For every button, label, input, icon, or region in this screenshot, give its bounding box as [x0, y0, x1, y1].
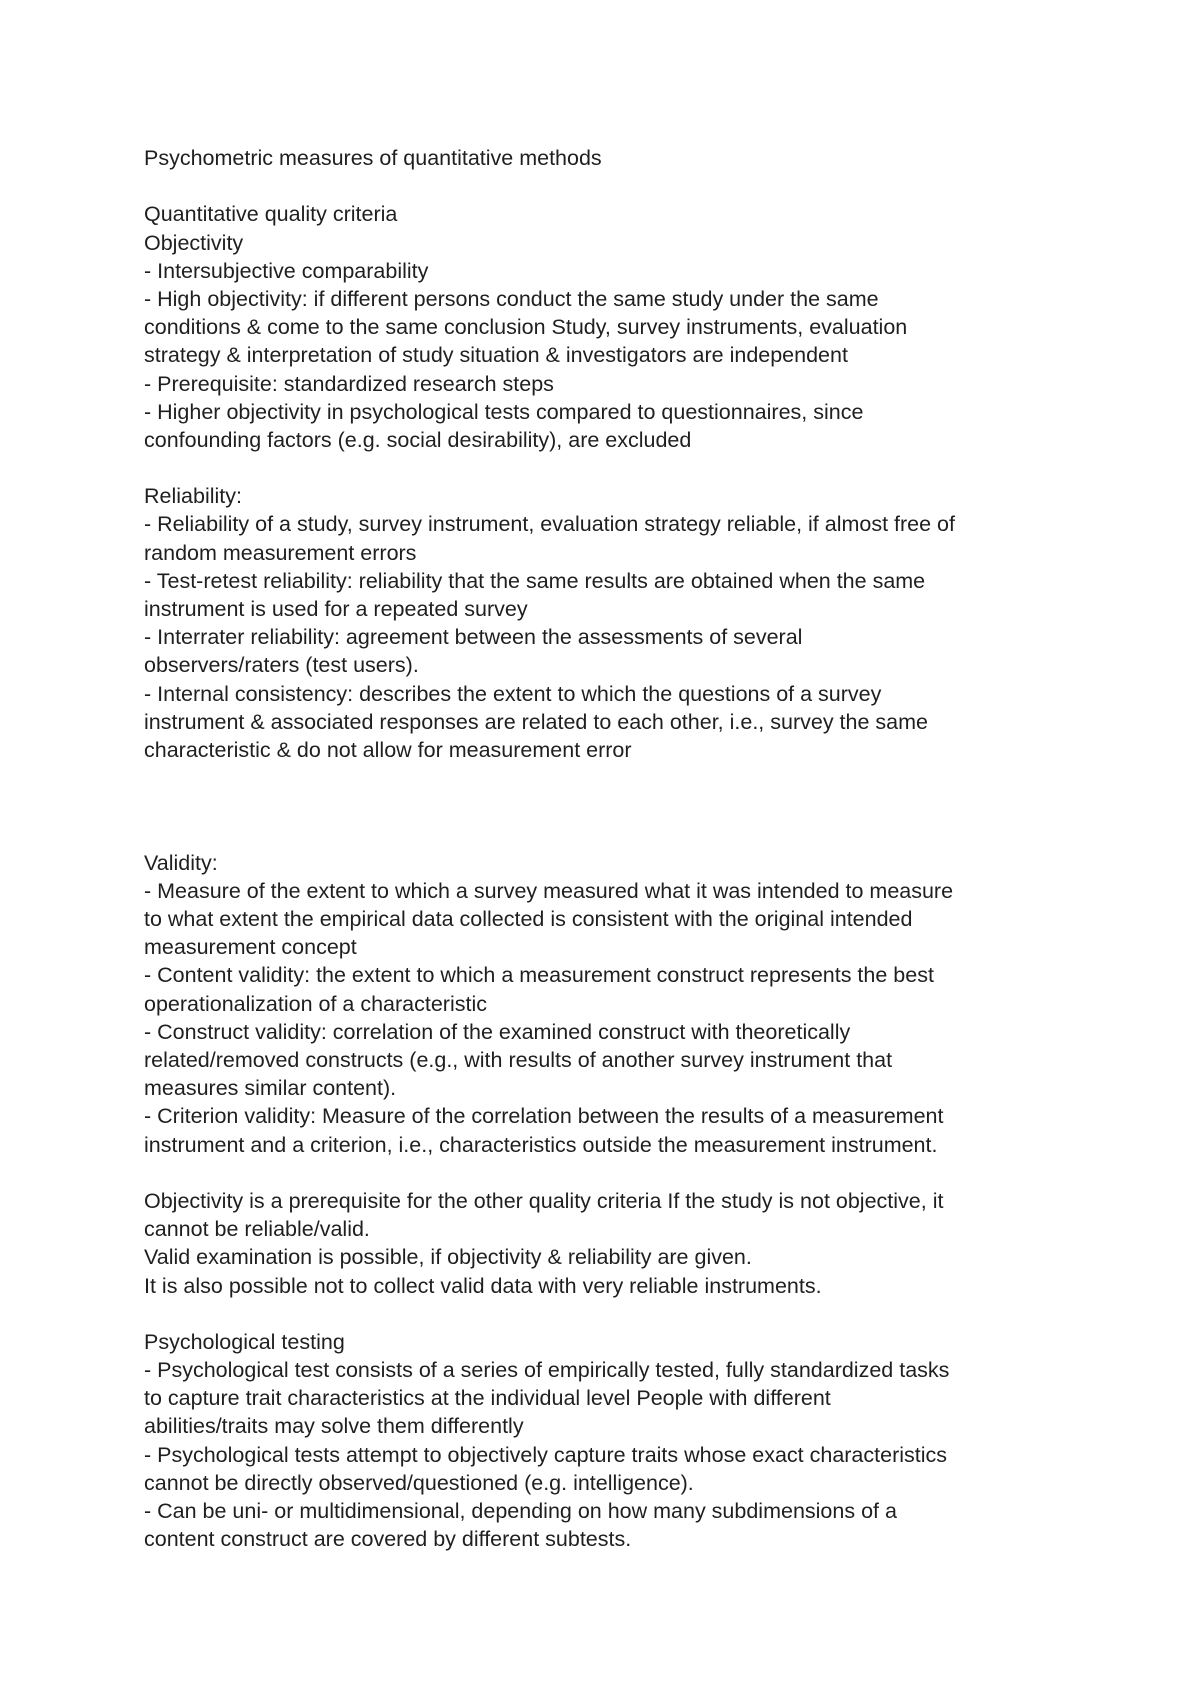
body-line: - Interrater reliability: agreement between the assessments of several [144, 625, 803, 650]
body-line: observers/raters (test users). [144, 653, 419, 678]
body-line: Objectivity is a prerequisite for the other quality criteria If the study is not objective, it [144, 1188, 944, 1213]
spacer [144, 172, 1074, 200]
document-title: Psychometric measures of quantitative methods [144, 146, 602, 170]
section-objectivity [144, 200, 1074, 454]
body-line: - Internal consistency: describes the extent to which the questions of a survey [144, 681, 882, 706]
body-line: - Intersubjective comparability [144, 258, 429, 283]
body-line: - Measure of the extent to which a survey measured what it was intended to measure [144, 878, 954, 903]
body-line: strategy & interpretation of study situation & investigators are independent [144, 343, 848, 368]
body-line: operationalization of a characteristic [144, 991, 487, 1016]
section-summary [144, 1187, 1074, 1300]
body-line: related/removed constructs (e.g., with results of another survey instrument that [144, 1048, 893, 1072]
body-line: - Content validity: the extent to which a measurement construct represents the best [144, 963, 934, 988]
body-line: instrument and a criterion, i.e., characteristics outside the measurement instrument. [144, 1132, 938, 1157]
body-line: cannot be directly observed/questioned (e.g. intelligence). [144, 1470, 694, 1495]
spacer [144, 1300, 1074, 1328]
section-validity [144, 849, 1074, 1159]
body-line: It is also possible not to collect valid data with very reliable instruments. [144, 1273, 822, 1298]
body-line: - Reliability of a study, survey instrument, evaluation strategy reliable, if almost free of [144, 512, 955, 537]
body-line: - Test-retest reliability: reliability that the same results are obtained when the same [144, 568, 926, 593]
body-line: measurement concept [144, 935, 357, 960]
body-line: cannot be reliable/valid. [144, 1217, 370, 1242]
body-line: measures similar content). [144, 1076, 397, 1101]
section-heading: Reliability: [144, 484, 242, 509]
body-line: to what extent the empirical data collected is consistent with the original intended [144, 907, 913, 932]
body-line: content construct are covered by different subtests. [144, 1527, 632, 1552]
spacer [144, 821, 1074, 849]
body-line: - Construct validity: correlation of the examined construct with theoretically [144, 1019, 851, 1044]
body-line: - Psychological tests attempt to objectively capture traits whose exact characteristics [144, 1442, 948, 1467]
body-line: - High objectivity: if different persons conduct the same study under the same [144, 286, 879, 311]
spacer [144, 764, 1074, 792]
spacer [144, 1159, 1074, 1187]
section-heading: Validity: [144, 850, 218, 875]
body-line: conditions & come to the same conclusion Study, survey instruments, evaluation [144, 315, 908, 340]
spacer [144, 454, 1074, 482]
section-psychological-testing [144, 1328, 1074, 1554]
body-line: - Criterion validity: Measure of the correlation between the results of a measurement [144, 1104, 944, 1129]
body-line: abilities/traits may solve them differently [144, 1414, 524, 1439]
body-line: - Prerequisite: standardized research steps [144, 371, 554, 396]
body-line: Valid examination is possible, if objectivity & reliability are given. [144, 1245, 752, 1270]
spacer [144, 792, 1074, 820]
section-heading: Quantitative quality criteria [144, 202, 398, 227]
body-line: instrument & associated responses are related to each other, i.e., survey the same [144, 709, 928, 734]
body-line: - Can be uni- or multidimensional, depending on how many subdimensions of a [144, 1499, 897, 1523]
body-line: - Psychological test consists of a series of empirically tested, fully standardized tasks [144, 1358, 950, 1383]
section-reliability [144, 482, 1074, 764]
body-line: characteristic & do not allow for measurement error [144, 737, 632, 762]
body-line: confounding factors (e.g. social desirability), are excluded [144, 427, 692, 452]
body-line: - Higher objectivity in psychological tests compared to questionnaires, since [144, 399, 864, 424]
document-body [144, 144, 1074, 1553]
subsection-heading: Objectivity [144, 230, 244, 255]
body-line: random measurement errors [144, 540, 417, 565]
body-line: instrument is used for a repeated survey [144, 597, 528, 621]
body-line: to capture trait characteristics at the individual level People with different [144, 1386, 831, 1411]
section-heading: Psychological testing [144, 1329, 345, 1354]
